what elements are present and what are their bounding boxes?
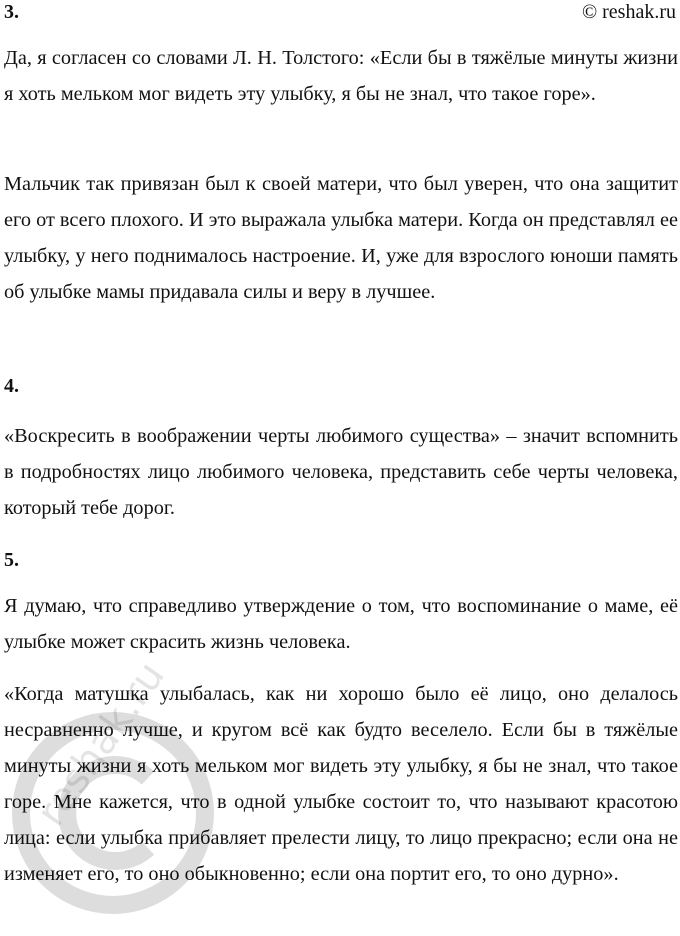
task-number-5: 5. xyxy=(4,549,19,571)
answer-3-paragraph-2: Мальчик так привязан был к своей матери, что был уверен, что она защитит его от всего плохого. И это выражала улыбка матери. Когда он представлял ее улыбку, у него поднималось настроение. И, уже для взрослого юноши память об улыбке мамы придавала силы и веру в лучшее. xyxy=(4,173,678,303)
answer-3-paragraph-1: Да, я согласен со словами Л. Н. Толстого: «Если бы в тяжёлые минуты жизни я хоть мельком мог видеть эту улыбку, я бы не знал, что такое горе». xyxy=(4,47,678,105)
task-number-3: 3. xyxy=(4,1,19,23)
answer-5-quote: «Когда матушка улыбалась, как ни хорошо было её лицо, оно делалось несравненно лучше, и кругом всё как будто веселело. Если бы в тяжёлые минуты жизни я хоть мельком мог видеть эту улыбку, я бы не знал, что такое горе. Мне кажется, что в одной улыбке состоит то, что называют красотою лица: если улыбка прибавляет прелести лицу, то лицо прекрасно; если она не изменяет его, то оно обыкновенно; если она портит его, то оно дурно». xyxy=(4,683,678,885)
site-credit: © reshak.ru xyxy=(581,1,676,23)
answer-4-paragraph-1: «Воскресить в воображении черты любимого существа» – значит вспомнить в подробностях лицо любимого человека, представить себе черты человека, который тебе дорог. xyxy=(4,425,678,519)
task-number-4: 4. xyxy=(4,375,19,397)
page-header xyxy=(0,0,680,24)
watermark-text: reshak.ru xyxy=(28,653,174,835)
answer-5-paragraph-1: Я думаю, что справедливо утверждение о том, что воспоминание о маме, её улыбке может скрасить жизнь человека. xyxy=(4,595,678,653)
